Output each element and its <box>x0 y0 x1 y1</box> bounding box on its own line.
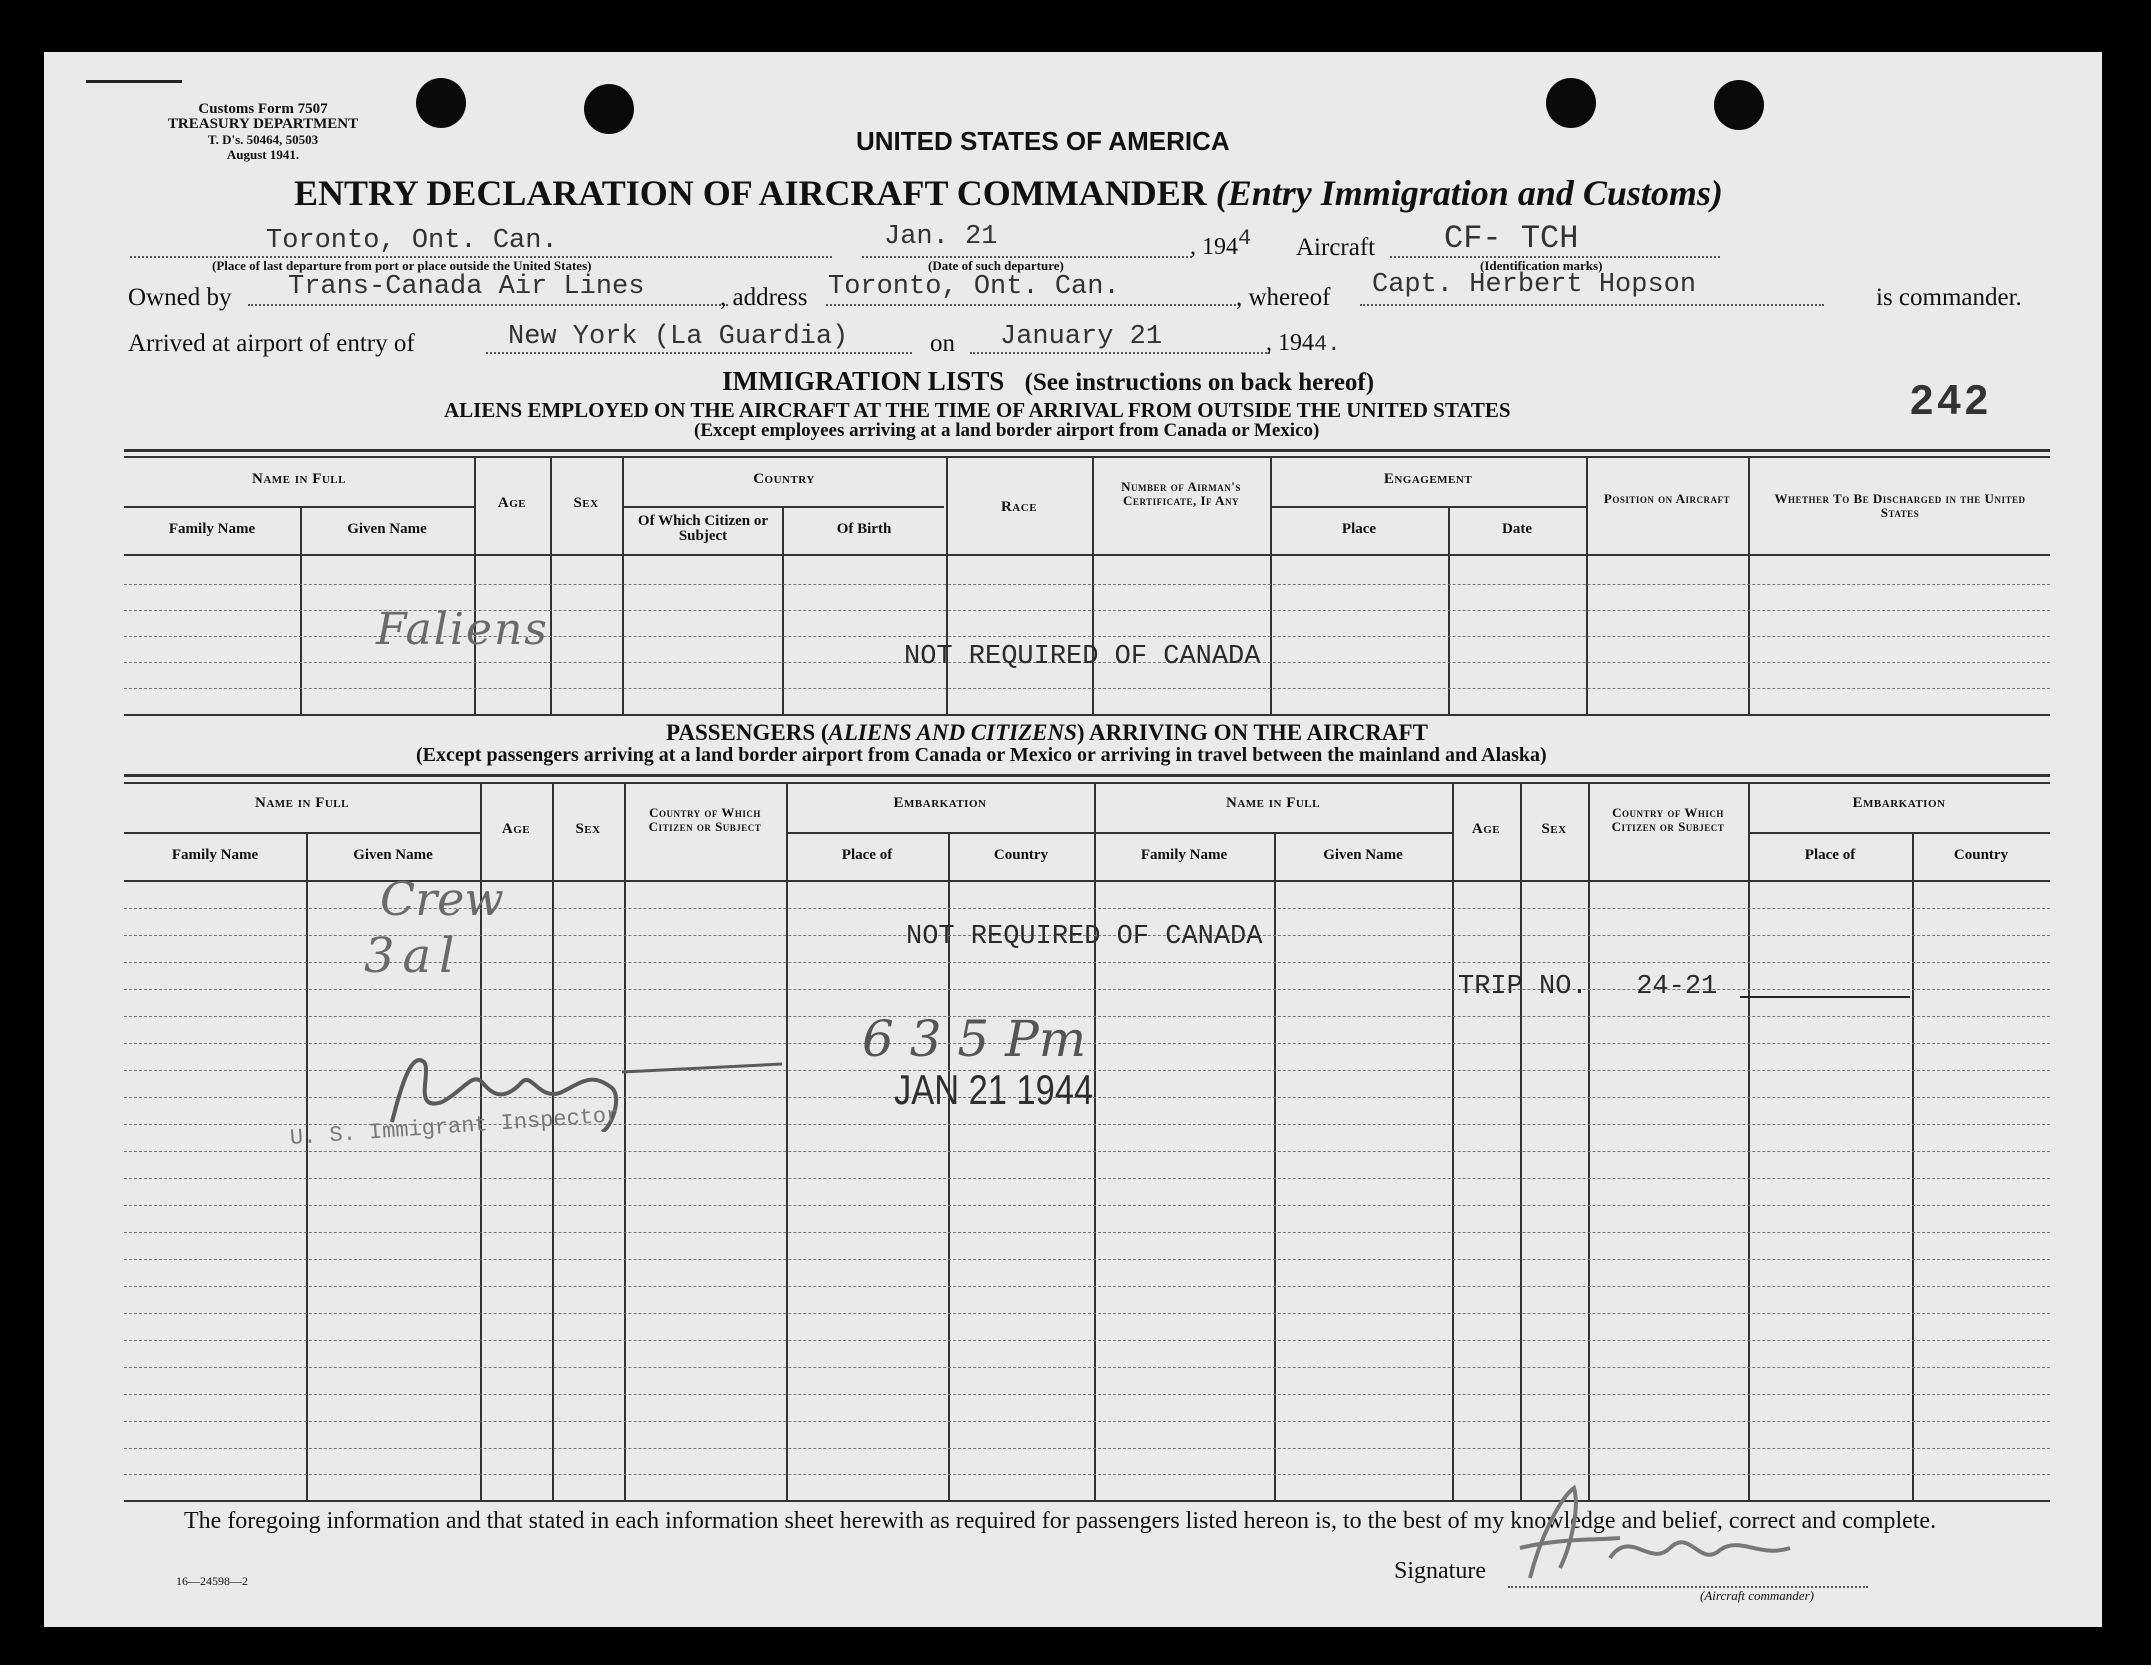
form-id <box>128 102 398 162</box>
imm-header-birth: Of Birth <box>836 521 892 537</box>
commander-value: Capt. Herbert Hopson <box>1372 270 1697 300</box>
arrival-date-stamp: JAN 21 1944 <box>894 1066 1094 1113</box>
pass-header-family: Family Name <box>171 847 259 863</box>
immigration-title-main: IMMIGRATION LISTS <box>722 366 1005 396</box>
imm-header-citizen: Of Which Citizen or Subject <box>637 513 769 544</box>
imm-header-discharged: Whether To Be Discharged in the United States <box>1774 491 2026 520</box>
trip-value: 24-21 <box>1636 972 1718 1002</box>
departure-year <box>1190 226 1252 261</box>
pass-header-place-2: Place of <box>1804 847 1856 863</box>
immigration-title <box>722 366 1374 397</box>
imm-header-engagement: Engagement <box>1383 471 1473 487</box>
passengers-title-c: ) ARRIVING ON THE AIRCRAFT <box>1076 720 1428 745</box>
departure-year-value: 4 <box>1238 226 1252 251</box>
passengers-title-a: PASSENGERS ( <box>666 720 829 745</box>
pass-header-name: Name in Full <box>254 795 349 811</box>
immigration-subtitle: ALIENS EMPLOYED ON THE AIRCRAFT AT THE TIME OF ARRIVAL FROM OUTSIDE THE UNITED STATES <box>444 398 1511 422</box>
form-id-date: August 1941. <box>226 147 300 162</box>
commander-signature <box>1500 1478 1800 1588</box>
arrival-year <box>1266 330 1340 357</box>
trip-underline <box>1740 996 1910 998</box>
passengers-title <box>666 720 1428 746</box>
imm-header-position: Position on Aircraft <box>1603 491 1731 506</box>
trip-number <box>1458 972 1717 1002</box>
pen-mark <box>86 80 182 83</box>
pass-header-given: Given Name <box>353 847 433 863</box>
punch-hole <box>584 84 634 134</box>
aircraft-caption: (Identification marks) <box>1480 258 1603 273</box>
pass-header-given-2: Given Name <box>1323 847 1403 863</box>
pass-header-name-2: Name in Full <box>1225 795 1320 811</box>
departure-date-value: Jan. 21 <box>884 222 998 252</box>
form-code: 16—24598—2 <box>176 1574 248 1588</box>
whereof-label: , whereof <box>1236 284 1331 311</box>
on-label: on <box>930 330 955 357</box>
address-line <box>826 304 1240 306</box>
crew-handwriting: Crew <box>380 872 504 926</box>
imm-header-race: Race <box>1000 499 1038 515</box>
punch-hole <box>1714 80 1764 130</box>
airport-value: New York (La Guardia) <box>508 322 849 352</box>
pass-header-sex: Sex <box>575 821 601 837</box>
pass-header-family-2: Family Name <box>1140 847 1228 863</box>
owner-line <box>248 304 728 306</box>
immigration-title-note: (See instructions on back hereof) <box>1024 369 1375 396</box>
form-id-tds: T. D's. 50464, 50503 <box>207 132 319 147</box>
page-number: 242 <box>1910 376 1993 423</box>
pass-header-age-2: Age <box>1471 821 1501 837</box>
arrival-date-value: January 21 <box>1000 322 1163 352</box>
pass-header-country-2: Country <box>1953 847 2009 863</box>
trip-label: TRIP NO. <box>1458 972 1588 1002</box>
arrived-label: Arrived at airport of entry of <box>128 330 415 357</box>
form-title <box>294 172 1723 214</box>
passengers-subnote: (Except passengers arriving at a land border airport from Canada or Mexico or arriving in travel between the mainland and Alaska) <box>416 744 1547 766</box>
departure-date-caption: (Date of such departure) <box>928 258 1064 273</box>
arrival-date-line <box>970 352 1270 354</box>
address-value: Toronto, Ont. Can. <box>828 272 1120 302</box>
form-id-number: Customs Form 7507 <box>198 101 328 117</box>
punch-hole <box>1546 78 1596 128</box>
departure-place-caption: (Place of last departure from port or place outside the United States) <box>212 258 592 273</box>
pass-header-citizen: Country of Which Citizen or Subject <box>648 805 762 834</box>
commander-label: is commander. <box>1876 284 2022 311</box>
imm-header-place: Place <box>1341 521 1377 537</box>
certification-text: The foregoing information and that stated in each information sheet herewith as required for passengers listed hereon is, to the best of my knowledge and belief, correct and complete. <box>184 1508 1937 1534</box>
arrival-time-handwriting: 6 3 5 Pm <box>862 1010 1087 1068</box>
punch-hole <box>416 78 466 128</box>
imm-header-certificate: Number of Airman's Certificate, If Any <box>1121 479 1241 508</box>
arrival-year-prefix: , 194 <box>1266 330 1314 356</box>
signature-caption: (Aircraft commander) <box>1700 1588 1814 1603</box>
pass-header-embarkation: Embarkation <box>893 795 987 811</box>
crew-count-handwriting: 3al <box>364 928 463 984</box>
imm-header-country: Country <box>753 471 815 487</box>
pass-header-citizen-2: Country of Which Citizen or Subject <box>1611 805 1725 834</box>
passengers-title-b: ALIENS AND CITIZENS <box>828 720 1077 745</box>
pass-header-age: Age <box>501 821 531 837</box>
owner-value: Trans-Canada Air Lines <box>288 272 645 302</box>
immigration-not-required-stamp: NOT REQUIRED OF CANADA <box>904 642 1261 672</box>
aircraft-value: CF- TCH <box>1444 220 1579 257</box>
imm-header-name: Name in Full <box>251 471 346 487</box>
passengers-not-required-stamp: NOT REQUIRED OF CANADA <box>906 922 1263 952</box>
imm-header-sex: Sex <box>573 495 599 511</box>
form-title-main: ENTRY DECLARATION OF AIRCRAFT COMMANDER <box>294 173 1207 213</box>
form-id-dept: TREASURY DEPARTMENT <box>167 116 359 132</box>
address-label: , address <box>720 284 808 311</box>
arrival-year-value: 4. <box>1314 332 1341 357</box>
imm-header-given: Given Name <box>347 521 427 537</box>
pass-header-embarkation-2: Embarkation <box>1852 795 1946 811</box>
aircraft-label: Aircraft <box>1296 234 1376 261</box>
airport-line <box>486 352 912 354</box>
signature-label: Signature <box>1394 1558 1486 1584</box>
imm-header-family: Family Name <box>168 521 256 537</box>
imm-header-age: Age <box>497 495 527 511</box>
inspector-title: U. S. Immigrant Inspector <box>289 1103 621 1151</box>
country-title: UNITED STATES OF AMERICA <box>856 126 1230 156</box>
aliens-handwriting: Faliens <box>376 604 549 655</box>
imm-header-date: Date <box>1502 521 1532 537</box>
form-title-sub: (Entry Immigration and Customs) <box>1215 173 1723 213</box>
owned-label: Owned by <box>128 284 232 311</box>
pass-header-place: Place of <box>841 847 893 863</box>
departure-place-value: Toronto, Ont. Can. <box>266 226 558 256</box>
departure-year-prefix: , 194 <box>1190 234 1238 260</box>
pass-header-country: Country <box>993 847 1049 863</box>
commander-line <box>1360 304 1824 306</box>
pass-header-sex-2: Sex <box>1541 821 1567 837</box>
immigration-subnote: (Except employees arriving at a land border airport from Canada or Mexico) <box>694 420 1320 441</box>
